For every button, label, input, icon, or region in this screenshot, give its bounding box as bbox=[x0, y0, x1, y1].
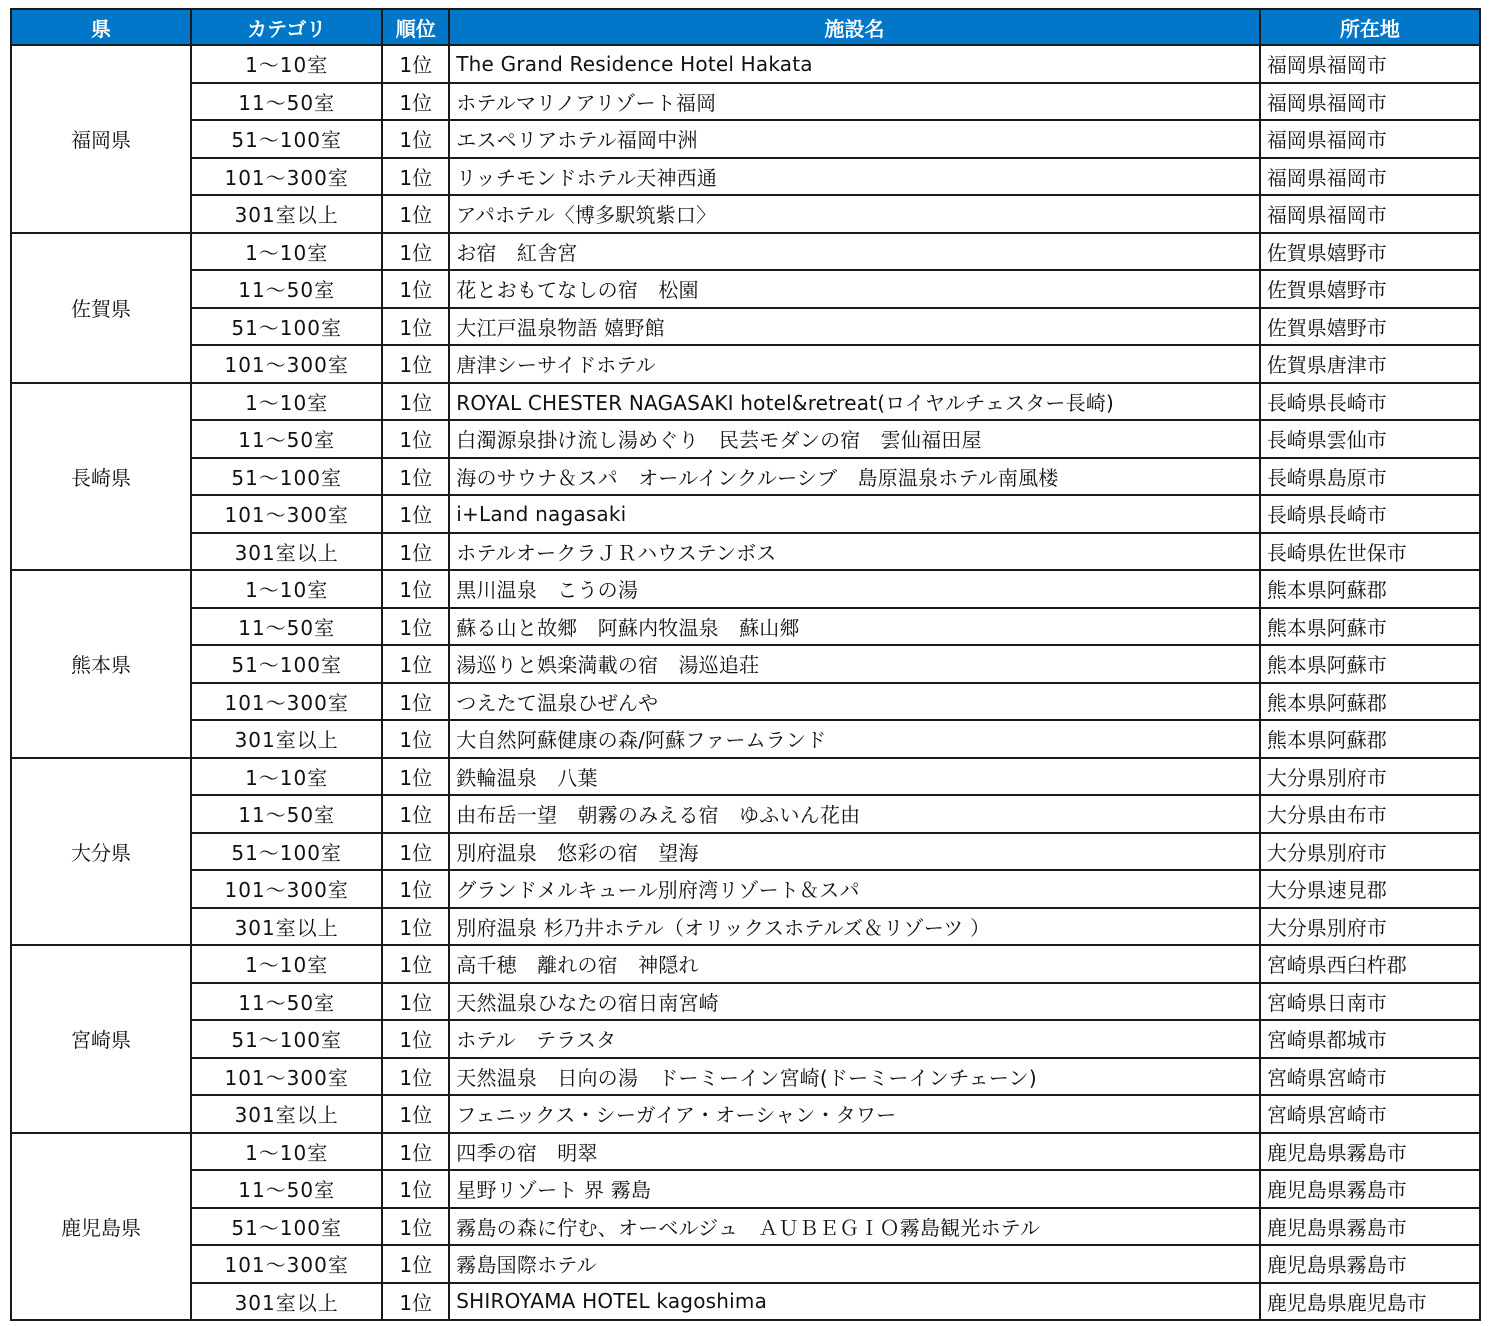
table-row bbox=[11, 120, 1480, 158]
table-row bbox=[11, 345, 1480, 383]
rank-cell: 1位 bbox=[382, 83, 449, 121]
rank-cell: 1位 bbox=[382, 983, 449, 1021]
category-cell: 301室以上 bbox=[191, 1095, 382, 1133]
rank-cell: 1位 bbox=[382, 383, 449, 421]
table-row bbox=[11, 158, 1480, 196]
header-location: 所在地 bbox=[1260, 9, 1480, 45]
category-cell: 11～50室 bbox=[191, 983, 382, 1021]
category-cell: 301室以上 bbox=[191, 1283, 382, 1321]
header-facility: 施設名 bbox=[449, 9, 1260, 45]
table-row bbox=[11, 270, 1480, 308]
category-cell: 51～100室 bbox=[191, 120, 382, 158]
table-row bbox=[11, 908, 1480, 946]
header-category: カテゴリ bbox=[191, 9, 382, 45]
category-cell: 101～300室 bbox=[191, 345, 382, 383]
rank-cell: 1位 bbox=[382, 420, 449, 458]
location-cell: 熊本県阿蘇市 bbox=[1260, 608, 1480, 646]
location-cell: 熊本県阿蘇市 bbox=[1260, 645, 1480, 683]
rank-cell: 1位 bbox=[382, 570, 449, 608]
facility-cell: つえたて温泉ひぜんや bbox=[449, 683, 1260, 721]
rank-cell: 1位 bbox=[382, 645, 449, 683]
facility-cell: 霧島の森に佇む、オーベルジュ ＡＵＢＥＧＩＯ霧島観光ホテル bbox=[449, 1208, 1260, 1246]
table-row bbox=[11, 1133, 1480, 1171]
rank-cell: 1位 bbox=[382, 945, 449, 983]
rank-cell: 1位 bbox=[382, 1283, 449, 1321]
table-row bbox=[11, 420, 1480, 458]
prefecture-cell: 長崎県 bbox=[11, 383, 191, 571]
facility-cell: ホテルマリノアリゾート福岡 bbox=[449, 83, 1260, 121]
rank-cell: 1位 bbox=[382, 495, 449, 533]
location-cell: 佐賀県嬉野市 bbox=[1260, 270, 1480, 308]
prefecture-cell: 大分県 bbox=[11, 758, 191, 946]
category-cell: 51～100室 bbox=[191, 645, 382, 683]
category-cell: 101～300室 bbox=[191, 683, 382, 721]
facility-cell: お宿 紅舎宮 bbox=[449, 233, 1260, 271]
category-cell: 101～300室 bbox=[191, 158, 382, 196]
category-cell: 1～10室 bbox=[191, 570, 382, 608]
facility-cell: 天然温泉ひなたの宿日南宮崎 bbox=[449, 983, 1260, 1021]
location-cell: 大分県別府市 bbox=[1260, 758, 1480, 796]
location-cell: 大分県速見郡 bbox=[1260, 870, 1480, 908]
table-row bbox=[11, 645, 1480, 683]
location-cell: 鹿児島県霧島市 bbox=[1260, 1170, 1480, 1208]
location-cell: 宮崎県都城市 bbox=[1260, 1020, 1480, 1058]
rank-cell: 1位 bbox=[382, 158, 449, 196]
location-cell: 佐賀県唐津市 bbox=[1260, 345, 1480, 383]
table-row bbox=[11, 1058, 1480, 1096]
table-row bbox=[11, 1020, 1480, 1058]
category-cell: 1～10室 bbox=[191, 233, 382, 271]
facility-cell: 霧島国際ホテル bbox=[449, 1245, 1260, 1283]
rank-cell: 1位 bbox=[382, 795, 449, 833]
location-cell: 宮崎県宮崎市 bbox=[1260, 1095, 1480, 1133]
table-row bbox=[11, 233, 1480, 271]
facility-cell: 花とおもてなしの宿 松園 bbox=[449, 270, 1260, 308]
table-row bbox=[11, 945, 1480, 983]
table-row bbox=[11, 308, 1480, 346]
facility-cell: 別府温泉 杉乃井ホテル（オリックスホテルズ＆リゾーツ ） bbox=[449, 908, 1260, 946]
table-row bbox=[11, 45, 1480, 83]
facility-cell: 別府温泉 悠彩の宿 望海 bbox=[449, 833, 1260, 871]
category-cell: 51～100室 bbox=[191, 1020, 382, 1058]
rank-cell: 1位 bbox=[382, 45, 449, 83]
facility-cell: 四季の宿 明翠 bbox=[449, 1133, 1260, 1171]
facility-cell: アパホテル〈博多駅筑紫口〉 bbox=[449, 195, 1260, 233]
location-cell: 熊本県阿蘇郡 bbox=[1260, 683, 1480, 721]
category-cell: 301室以上 bbox=[191, 195, 382, 233]
location-cell: 熊本県阿蘇郡 bbox=[1260, 570, 1480, 608]
category-cell: 301室以上 bbox=[191, 533, 382, 571]
table-row bbox=[11, 758, 1480, 796]
location-cell: 長崎県佐世保市 bbox=[1260, 533, 1480, 571]
category-cell: 101～300室 bbox=[191, 870, 382, 908]
facility-cell: SHIROYAMA HOTEL kagoshima bbox=[449, 1283, 1260, 1321]
facility-cell: 星野リゾート 界 霧島 bbox=[449, 1170, 1260, 1208]
location-cell: 福岡県福岡市 bbox=[1260, 83, 1480, 121]
location-cell: 福岡県福岡市 bbox=[1260, 158, 1480, 196]
location-cell: 長崎県雲仙市 bbox=[1260, 420, 1480, 458]
prefecture-cell: 宮崎県 bbox=[11, 945, 191, 1133]
rank-cell: 1位 bbox=[382, 683, 449, 721]
category-cell: 101～300室 bbox=[191, 495, 382, 533]
table-row bbox=[11, 570, 1480, 608]
location-cell: 長崎県長崎市 bbox=[1260, 383, 1480, 421]
rank-cell: 1位 bbox=[382, 833, 449, 871]
prefecture-cell: 佐賀県 bbox=[11, 233, 191, 383]
rank-cell: 1位 bbox=[382, 458, 449, 496]
table-row bbox=[11, 495, 1480, 533]
ranking-table bbox=[10, 8, 1481, 1321]
rank-cell: 1位 bbox=[382, 1170, 449, 1208]
category-cell: 11～50室 bbox=[191, 83, 382, 121]
rank-cell: 1位 bbox=[382, 1020, 449, 1058]
table-row bbox=[11, 383, 1480, 421]
category-cell: 51～100室 bbox=[191, 308, 382, 346]
category-cell: 51～100室 bbox=[191, 833, 382, 871]
rank-cell: 1位 bbox=[382, 195, 449, 233]
rank-cell: 1位 bbox=[382, 533, 449, 571]
header-rank: 順位 bbox=[382, 9, 449, 45]
category-cell: 301室以上 bbox=[191, 908, 382, 946]
facility-cell: 白濁源泉掛け流し湯めぐり 民芸モダンの宿 雲仙福田屋 bbox=[449, 420, 1260, 458]
rank-cell: 1位 bbox=[382, 308, 449, 346]
facility-cell: ホテルオークラＪＲハウステンボス bbox=[449, 533, 1260, 571]
category-cell: 11～50室 bbox=[191, 795, 382, 833]
rank-cell: 1位 bbox=[382, 608, 449, 646]
table-row bbox=[11, 983, 1480, 1021]
location-cell: 大分県由布市 bbox=[1260, 795, 1480, 833]
category-cell: 11～50室 bbox=[191, 608, 382, 646]
location-cell: 鹿児島県霧島市 bbox=[1260, 1208, 1480, 1246]
rank-cell: 1位 bbox=[382, 345, 449, 383]
facility-cell: ROYAL CHESTER NAGASAKI hotel&retreat(ロイヤルチェスター長崎) bbox=[449, 383, 1260, 421]
rank-cell: 1位 bbox=[382, 1133, 449, 1171]
location-cell: 長崎県島原市 bbox=[1260, 458, 1480, 496]
table-row bbox=[11, 1283, 1480, 1321]
prefecture-cell: 福岡県 bbox=[11, 45, 191, 233]
facility-cell: ホテル テラスタ bbox=[449, 1020, 1260, 1058]
location-cell: 福岡県福岡市 bbox=[1260, 45, 1480, 83]
category-cell: 101～300室 bbox=[191, 1245, 382, 1283]
prefecture-cell: 鹿児島県 bbox=[11, 1133, 191, 1321]
category-cell: 11～50室 bbox=[191, 420, 382, 458]
facility-cell: 鉄輪温泉 八葉 bbox=[449, 758, 1260, 796]
rank-cell: 1位 bbox=[382, 120, 449, 158]
rank-cell: 1位 bbox=[382, 1245, 449, 1283]
table-row bbox=[11, 833, 1480, 871]
rank-cell: 1位 bbox=[382, 758, 449, 796]
location-cell: 福岡県福岡市 bbox=[1260, 195, 1480, 233]
facility-cell: 唐津シーサイドホテル bbox=[449, 345, 1260, 383]
table-row bbox=[11, 83, 1480, 121]
category-cell: 11～50室 bbox=[191, 270, 382, 308]
category-cell: 11～50室 bbox=[191, 1170, 382, 1208]
facility-cell: The Grand Residence Hotel Hakata bbox=[449, 45, 1260, 83]
table-row bbox=[11, 795, 1480, 833]
rank-cell: 1位 bbox=[382, 720, 449, 758]
rank-cell: 1位 bbox=[382, 1058, 449, 1096]
rank-cell: 1位 bbox=[382, 908, 449, 946]
table-header-row bbox=[11, 9, 1480, 45]
rank-cell: 1位 bbox=[382, 1095, 449, 1133]
facility-cell: 湯巡りと娯楽満載の宿 湯巡追荘 bbox=[449, 645, 1260, 683]
facility-cell: 天然温泉 日向の湯 ドーミーイン宮崎(ドーミーインチェーン) bbox=[449, 1058, 1260, 1096]
category-cell: 51～100室 bbox=[191, 1208, 382, 1246]
location-cell: 大分県別府市 bbox=[1260, 833, 1480, 871]
location-cell: 佐賀県嬉野市 bbox=[1260, 233, 1480, 271]
category-cell: 1～10室 bbox=[191, 758, 382, 796]
rank-cell: 1位 bbox=[382, 1208, 449, 1246]
location-cell: 佐賀県嬉野市 bbox=[1260, 308, 1480, 346]
location-cell: 宮崎県日南市 bbox=[1260, 983, 1480, 1021]
facility-cell: エスペリアホテル福岡中洲 bbox=[449, 120, 1260, 158]
facility-cell: フェニックス・シーガイア・オーシャン・タワー bbox=[449, 1095, 1260, 1133]
location-cell: 鹿児島県霧島市 bbox=[1260, 1245, 1480, 1283]
facility-cell: 大江戸温泉物語 嬉野館 bbox=[449, 308, 1260, 346]
table-row bbox=[11, 1095, 1480, 1133]
category-cell: 301室以上 bbox=[191, 720, 382, 758]
facility-cell: 黒川温泉 こうの湯 bbox=[449, 570, 1260, 608]
facility-cell: 大自然阿蘇健康の森/阿蘇ファームランド bbox=[449, 720, 1260, 758]
table-row bbox=[11, 195, 1480, 233]
facility-cell: 海のサウナ＆スパ オールインクルーシブ 島原温泉ホテル南風楼 bbox=[449, 458, 1260, 496]
table-body bbox=[11, 45, 1480, 1320]
location-cell: 熊本県阿蘇郡 bbox=[1260, 720, 1480, 758]
table-row bbox=[11, 870, 1480, 908]
table-row bbox=[11, 1208, 1480, 1246]
table-row bbox=[11, 683, 1480, 721]
location-cell: 長崎県長崎市 bbox=[1260, 495, 1480, 533]
table-row bbox=[11, 1170, 1480, 1208]
table-row bbox=[11, 1245, 1480, 1283]
category-cell: 1～10室 bbox=[191, 1133, 382, 1171]
facility-cell: リッチモンドホテル天神西通 bbox=[449, 158, 1260, 196]
location-cell: 宮崎県西臼杵郡 bbox=[1260, 945, 1480, 983]
table-row bbox=[11, 533, 1480, 571]
rank-cell: 1位 bbox=[382, 233, 449, 271]
location-cell: 福岡県福岡市 bbox=[1260, 120, 1480, 158]
facility-cell: 高千穂 離れの宿 神隠れ bbox=[449, 945, 1260, 983]
facility-cell: i+Land nagasaki bbox=[449, 495, 1260, 533]
category-cell: 1～10室 bbox=[191, 383, 382, 421]
header-prefecture: 県 bbox=[11, 9, 191, 45]
location-cell: 大分県別府市 bbox=[1260, 908, 1480, 946]
table-row bbox=[11, 458, 1480, 496]
location-cell: 鹿児島県霧島市 bbox=[1260, 1133, 1480, 1171]
category-cell: 1～10室 bbox=[191, 945, 382, 983]
category-cell: 101～300室 bbox=[191, 1058, 382, 1096]
facility-cell: グランドメルキュール別府湾リゾート＆スパ bbox=[449, 870, 1260, 908]
table-row bbox=[11, 720, 1480, 758]
location-cell: 宮崎県宮崎市 bbox=[1260, 1058, 1480, 1096]
location-cell: 鹿児島県鹿児島市 bbox=[1260, 1283, 1480, 1321]
prefecture-cell: 熊本県 bbox=[11, 570, 191, 758]
facility-cell: 由布岳一望 朝霧のみえる宿 ゆふいん花由 bbox=[449, 795, 1260, 833]
rank-cell: 1位 bbox=[382, 870, 449, 908]
category-cell: 1～10室 bbox=[191, 45, 382, 83]
table-row bbox=[11, 608, 1480, 646]
facility-cell: 蘇る山と故郷 阿蘇内牧温泉 蘇山郷 bbox=[449, 608, 1260, 646]
rank-cell: 1位 bbox=[382, 270, 449, 308]
category-cell: 51～100室 bbox=[191, 458, 382, 496]
